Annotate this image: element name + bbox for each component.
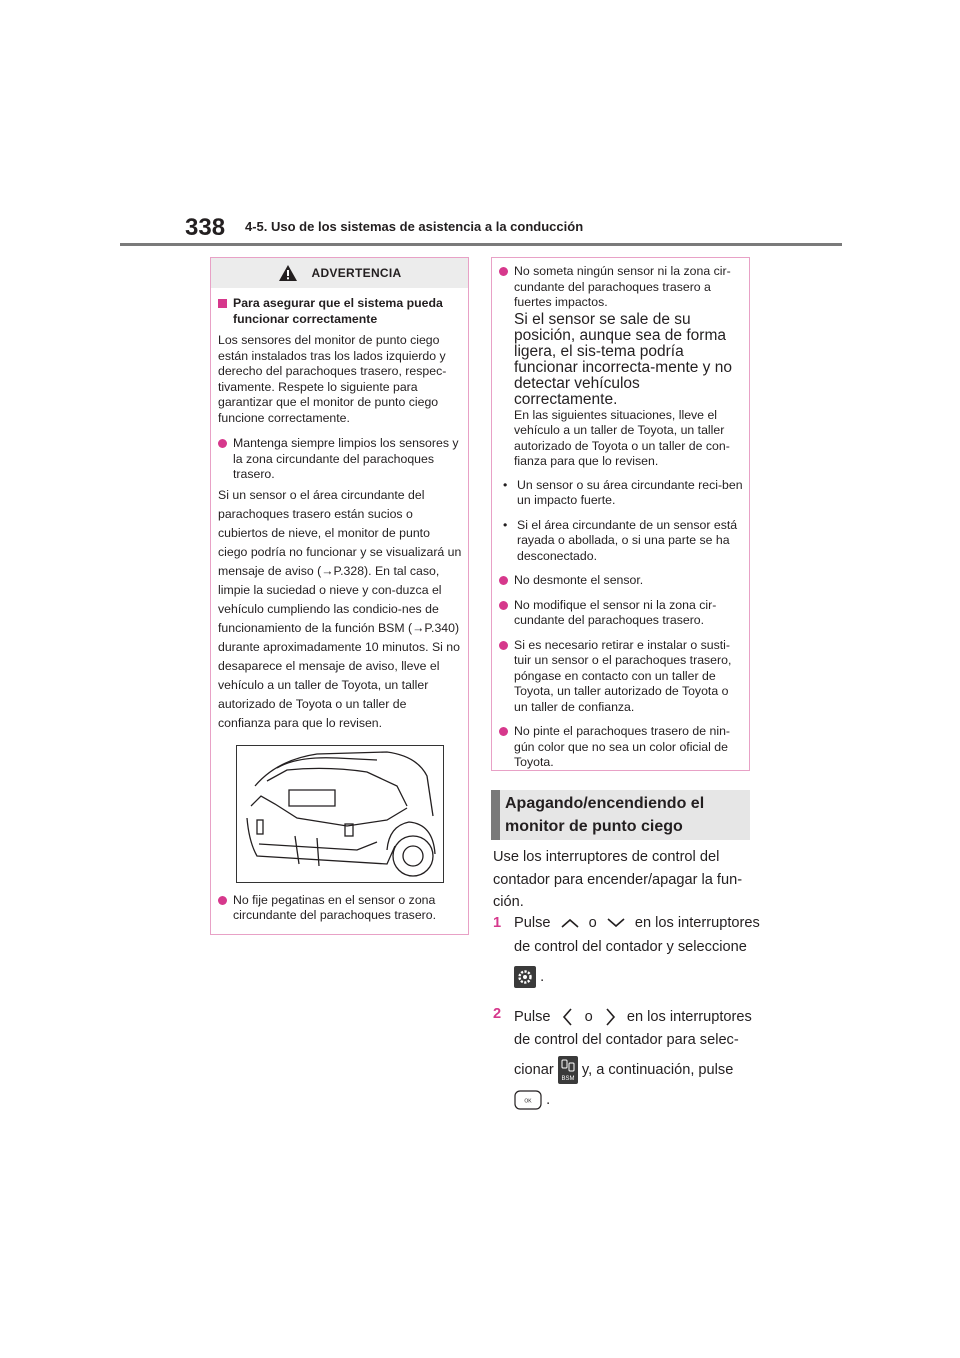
section-intro: Use los interruptores de control del contador para encender/apagar la fun-ción. — [493, 849, 743, 910]
warning-detail: Si un sensor o el área circundante del parachoques trasero están sucios o cubiertos de nieve, el monitor de punto ciego podría no funcionar y se visualizará un mensaje de aviso (→P.328). En tal caso, limpie la suciedad o nieve y con-duzca el vehículo cumpliendo las condicio-nes de funcionamiento de la función BSM (→P.340) durante aproximadamente 10 minutos. Si no desaparece el mensaje de aviso, lleve el vehículo a un taller de Toyota, un taller autorizado de Toyota o un taller de confianza para que lo revisen. — [218, 487, 462, 730]
step-1: 1 Pulse o en los interruptores de control del contador y seleccione . — [493, 915, 753, 995]
bullet-dot-icon — [499, 267, 508, 276]
rear-bumper-illustration — [236, 745, 444, 883]
ok-button-icon — [514, 1090, 542, 1110]
sub-item: • Un sensor o su área circundante reci-ben un impacto fuerte. — [503, 477, 743, 507]
chevron-up-icon — [559, 917, 581, 929]
warning-emphasis: Si el sensor se sale de su posición, aunque sea de forma ligera, el sis-tema podría funcionar incorrecta-mente y no detectar vehículos correctamente. — [514, 310, 732, 408]
warning-intro: Los sensores del monitor de punto ciego están instalados tras los lados izquierdo y derecho del parachoques trasero, respec-tivamente. Respete lo siguiente para garantizar que el monitor de punto ciego funcione correctamente. — [218, 333, 447, 425]
warning-box-continued — [491, 257, 750, 771]
warning-bullet: Si es necesario retirar e instalar o susti-tuir un sensor o el parachoques trasero, póngase en contacto con un taller de Toyota, un taller autorizado de Toyota o un taller de confianza. — [499, 638, 743, 716]
svg-text:BSM: BSM — [561, 1076, 575, 1082]
svg-text:OK: OK — [524, 1098, 532, 1105]
warning-bullet: No pinte el parachoques trasero de nin-gún color que no sea un color oficial de Toyota. — [499, 724, 743, 771]
bullet-dot-icon — [218, 439, 227, 448]
warning-title-bar — [211, 258, 468, 288]
bullet-dot-icon — [499, 576, 508, 585]
page-number: 338 — [185, 214, 226, 241]
chevron-down-icon — [605, 917, 627, 929]
section-header: 4-5. Uso de los sistemas de asistencia a la conducción — [245, 219, 584, 234]
chevron-right-icon — [602, 1006, 618, 1028]
chevron-left-icon — [560, 1006, 576, 1028]
square-bullet-icon — [218, 299, 227, 308]
header-rule — [120, 243, 842, 246]
warning-bullet: No modifique el sensor ni la zona cir-cundante del parachoques trasero. — [499, 598, 743, 629]
warning-title: ADVERTENCIA — [311, 266, 402, 280]
bullet-dot-icon — [218, 896, 227, 905]
bullet-dot-icon — [499, 641, 508, 650]
warning-bullet: Mantenga siempre limpios los sensores y la zona circundante del parachoques trasero. — [218, 436, 462, 483]
sub-item: • Si el área circundante de un sensor está rayada o abollada, o si una parte se ha desconectado. — [503, 517, 738, 563]
warning-bullet: No desmonte el sensor. — [499, 573, 743, 589]
warning-heading: Para asegurar que el sistema pueda funcionar correctamente — [218, 296, 462, 327]
warning-triangle-icon — [278, 264, 298, 282]
warning-box — [210, 257, 469, 935]
settings-gear-icon — [514, 966, 536, 988]
bullet-dot-icon — [499, 601, 508, 610]
warning-detail: En las siguientes situaciones, lleve el vehículo a un taller de Toyota, un taller autorizado de Toyota o un taller de con-fianza para que lo revisen. — [514, 407, 730, 468]
step-2: 2 Pulse o en los interruptores de control del contador para selec- cionar BSM y, a continuación, pulse OK . — [493, 1006, 753, 1118]
warning-bullet: No fije pegatinas en el sensor o zona circundante del parachoques trasero. — [218, 893, 462, 924]
warning-bullet: No someta ningún sensor ni la zona cir-cundante del parachoques trasero a fuertes impactos. Si el sensor se sale de su posición, aunque sea de forma ligera, el sis-tema podría funcionar incorrecta-mente y no detectar vehículos correctamente. En las siguientes situaciones, lleve el vehículo a un taller de Toyota, un taller autorizado de Toyota o un taller de con-fianza para que lo revisen. — [499, 264, 743, 470]
bullet-dot-icon — [499, 727, 508, 736]
bsm-icon — [558, 1056, 578, 1084]
section-title: Apagando/encendiendo el monitor de punto ciego — [491, 790, 750, 840]
